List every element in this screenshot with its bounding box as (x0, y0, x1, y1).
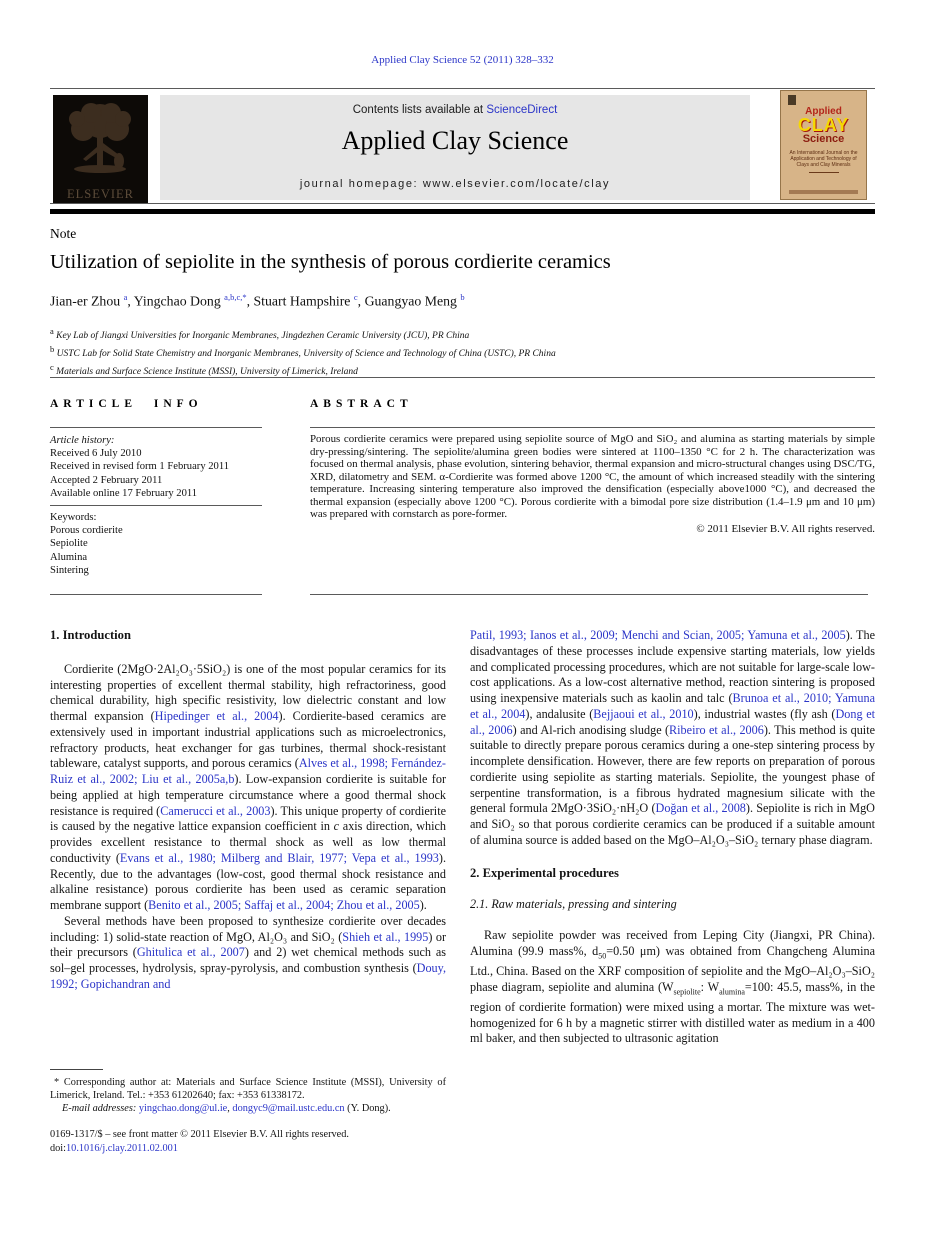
abstract-heading: ABSTRACT (310, 398, 413, 410)
inline-link[interactable]: a,b,c,* (224, 292, 247, 302)
text-segment: 50 (598, 951, 607, 961)
author-line (50, 292, 860, 310)
inline-link[interactable]: Dong et al., 2006 (470, 706, 876, 737)
text-segment: , Stuart Hampshire (246, 293, 354, 309)
text-segment: Key Lab of Jiangxi Universities for Inorganic Membranes, Jingdezhen Ceramic University (JCU), PR China (53, 331, 470, 342)
paragraph (470, 628, 875, 849)
text-segment: c (50, 362, 54, 373)
text-segment: , (227, 1102, 233, 1114)
body-column-right (470, 628, 875, 1047)
inline-link[interactable]: Ribeiro et al., 2006 (669, 722, 764, 737)
text-segment: =0.50 μm) was obtained from Changcheng Alumina Ltd., China. Based on the XRF composition of sepiolite and the MgO–Al₂O₃–SiO₂ phase diagram, sepiolite and alumina (W (470, 943, 875, 994)
corresponding-author-note (50, 1077, 446, 1103)
journal-cover-thumbnail[interactable] (780, 90, 867, 200)
text-segment: ). This method is quite suitable to directly prepare porous ceramics during a one-step sintering process by incomplete densification. However, there are few reports on preparation of porous cordierite using sepiolite as starting materials. Sepiolite, the youngest phase of serpentine transformation, is a fibrous hydrated magnesium silicate with the general formula 2MgO·3SiO₂·nH₂O ( (470, 722, 875, 816)
elsevier-logo-text: ELSEVIER (66, 187, 135, 201)
abstract-body (310, 433, 875, 535)
inline-link[interactable]: Camerucci et al., 2003 (160, 803, 271, 818)
copyright-line: © 2011 Elsevier B.V. All rights reserved. (696, 522, 875, 535)
inline-link[interactable]: Ghitulica et al., 2007 (136, 945, 245, 960)
inline-link[interactable]: yingchao.dong@ul.ie (138, 1102, 228, 1114)
elsevier-tree-icon (53, 95, 148, 185)
keywords-top-rule (50, 505, 262, 506)
text-segment: , Yingchao Dong (127, 293, 225, 309)
cover-word-clay: CLAY (797, 115, 850, 135)
footnote-block (50, 1069, 446, 1116)
text-segment: ). This unique property of cordierite is caused by the negative lattice expansion coefficient in (50, 803, 446, 834)
article-type-label: Note (50, 226, 77, 241)
text-segment: E-mail addresses: (62, 1102, 139, 1114)
text-segment: Raw sepiolite powder was received from Leping City (Jiangxi, PR China). Alumina (99.9 mass%, d (470, 928, 875, 958)
homepage-url-link[interactable]: www.elsevier.com/locate/clay (422, 178, 611, 190)
imprint-block (50, 1128, 446, 1155)
email-addresses-line (50, 1103, 446, 1116)
inline-link[interactable]: Doğan et al., 2008 (655, 801, 746, 816)
cover-caption: An International Journal on the Application and Technology of Clays and Clay Minerals (789, 150, 858, 168)
text-segment: a (50, 326, 54, 336)
info-block-top-rule (50, 377, 875, 378)
inline-link[interactable]: Evans et al., 1980; Milberg and Blair, 1977; Vepa et al., 1993 (119, 850, 439, 865)
article-info-bottom-rule (50, 594, 262, 595)
text-segment: alumina (719, 987, 745, 997)
inline-link[interactable]: c (353, 292, 358, 302)
text-segment: c (333, 819, 340, 834)
inline-link[interactable]: Douy, 1992; Gopichandran and (50, 961, 446, 991)
history-line: Received 6 July 2010 (50, 448, 142, 460)
affiliations (50, 325, 860, 379)
text-segment: ), andalusite ( (525, 706, 594, 721)
abstract-bottom-rule (310, 594, 868, 595)
elsevier-logo (53, 95, 148, 203)
text-segment: ), industrial wastes (fly ash ( (693, 706, 836, 721)
text-segment: ). Recently, due to the advantages (low-cost, good thermal shock resistance and alkaline resistance) porous cordierite has been used as ceramic separation membrane support ( (50, 850, 447, 912)
subsection-heading-raw-materials: 2.1. Raw materials, pressing and sintering (470, 897, 677, 912)
cover-word-science: Science (802, 133, 845, 145)
paragraph (50, 914, 446, 993)
inline-link[interactable]: Brunoa et al., 2010; Yamuna et al., 2004 (470, 691, 875, 721)
keywords-list (50, 511, 262, 577)
masthead-bottom-rule (50, 203, 875, 204)
inline-link[interactable]: Patil, 1993; Ianos et al., 2009; Menchi and Scian, 2005; Yamuna et al., 2005 (470, 628, 846, 642)
history-line: Received in revised form 1 February 2011 (50, 461, 230, 473)
text-segment: ). Sepiolite is rich in MgO and SiO₂ so that porous cordierite ceramics can be produced if a suitable amount of alumina source is added based on the MgO–Al₂O₃–SiO₂ ternary phase diagram. (470, 801, 875, 847)
section-heading-experimental: 2. Experimental procedures (470, 865, 619, 880)
text-segment: Several methods have been proposed to synthesize cordierite over decades including: 1) solid-state reaction of MgO, Al₂O₃ and SiO₂ ( (50, 913, 446, 944)
cover-divider (809, 172, 839, 178)
inline-link[interactable]: a (123, 292, 128, 302)
inline-link[interactable]: Shieh et al., 1995 (342, 929, 429, 944)
cover-word-applied: Applied (805, 106, 842, 117)
inline-link[interactable]: Benito et al., 2005; Saffaj et al., 2004; Zhou et al., 2005 (148, 898, 420, 912)
history-line: Available online 17 February 2011 (50, 487, 198, 499)
cover-emblem-icon (788, 95, 796, 105)
article-info-heading: ARTICLE INFO (50, 398, 203, 410)
journal-title: Applied Clay Science (341, 126, 569, 155)
text-segment: sepiolite (673, 987, 701, 997)
cover-footer-band (789, 190, 858, 194)
article-info-rule (50, 427, 262, 428)
text-segment: ) and Al-rich anodising sludge ( (512, 722, 670, 737)
abstract-text: Porous cordierite ceramics were prepared using sepiolite source of MgO and SiO₂ and alumina as starting materials by simple dry-pressing/sintering. The sepiolite/alumina green bodies were sintered at 1100–1350 °C for 2 h. The characterization was focused on thermal analysis, phase evolution, sintering behavior, thermal expansion and micro-structural changes using DSC/TG, XRD, dilatometry and SEM. α-Cordierite was formed above 1200 °C, the amount of which increased steadily with the sintering temperature. Increasing sintering temperature also improved the densification (especially above1000 °C), and decreased the thermal expansion (especially above 1200 °C). Porous cordierite with a bimodal pore size distribution (1.4–1.9 μm and 10 μm) was prepared with cornstarch as pore-former. (310, 433, 875, 521)
contents-prefix: Contents lists available at (352, 104, 487, 116)
inline-link[interactable]: b (460, 292, 465, 302)
text-segment: : W (700, 979, 720, 994)
history-label: Article history: (50, 435, 115, 446)
abstract-rule (310, 427, 875, 428)
affiliation-a (50, 325, 860, 343)
paragraph (50, 662, 446, 914)
keyword: Porous cordierite (50, 525, 123, 537)
inline-link[interactable]: Alves et al., 1998; Fernández-Ruiz et al., 2002; Liu et al., 2005a,b (50, 756, 446, 786)
keywords-label: Keywords: (50, 512, 97, 523)
paper-title: Utilization of sepiolite in the synthesis of porous cordierite ceramics (50, 251, 611, 273)
text-segment: axis direction, which provides excellent resistance to thermal shock as well as low thermal conductivity ( (50, 819, 446, 865)
masthead-top-rule (50, 88, 875, 89)
text-segment: ). Cordierite-based ceramics are extensively used in important industrial applications such as microelectronics, refractory products, heat exchanger for gas turbines, thermal shock-resistant tableware, catalyst supports, and porous ceramics ( (50, 709, 446, 771)
text-segment: Cordierite (2MgO·2Al₂O₃·5SiO₂) is one of the most popular ceramics for its interesting properties of excellent thermal stability, high refractoriness, good chemical durability, high specific resistivity, low dielectric constant and low thermal expansion ( (50, 661, 446, 723)
inline-link[interactable]: dongyc9@mail.ustc.edu.cn (232, 1102, 345, 1114)
text-segment: ). (419, 898, 427, 912)
footnote-rule (50, 1069, 103, 1070)
section-heading-introduction: 1. Introduction (50, 628, 131, 642)
text-segment: =100: 45.5, mass%, in the region of cordierite formation) were mixed using a mortar. The mixture was wet-homogenized for 6 h by a magnetic stirrer with distilled water as medium in a 400 ml baker, and then subjected to ultrasonic agitation (470, 979, 876, 1046)
text-segment: ) and 2) wet chemical methods such as sol–gel processes, hydrolysis, spray-pyrolysis, and combustion synthesis ( (50, 945, 447, 975)
text-segment: doi: (50, 1142, 67, 1154)
section-divider-bar (50, 209, 875, 214)
inline-link[interactable]: Bejjaoui et al., 2010 (593, 706, 694, 721)
text-segment: ). Low-expansion cordierite is suitable for being applied at high temperature circumstance where a good thermal shock resistance is required ( (50, 772, 447, 818)
homepage-line (160, 178, 750, 190)
keyword: Sintering (50, 564, 89, 576)
contents-line (160, 104, 750, 116)
article-history (50, 434, 262, 500)
sciencedirect-link[interactable]: ScienceDirect (486, 104, 558, 116)
text-segment: ). The disadvantages of these processes include expensive starting materials, low yields and complicated processing procedures, which are not suitable for large-scale low-cost applications. As a low-cost alternative method, reaction sintering is proposed using inexpensive materials such as kaolin and talc ( (470, 628, 875, 705)
homepage-prefix: journal homepage: (299, 178, 423, 190)
keyword: Sepiolite (50, 538, 88, 550)
affiliation-b (50, 343, 860, 361)
text-segment: USTC Lab for Solid State Chemistry and Inorganic Membranes, University of Science and Technology of China (USTC), PR China (54, 349, 556, 360)
doi-line (50, 1142, 446, 1156)
text-segment: ) or their precursors ( (50, 929, 447, 960)
body-column-left (50, 628, 446, 993)
issn-copyright-line: 0169-1317/$ – see front matter © 2011 Elsevier B.V. All rights reserved. (50, 1129, 349, 1140)
text-segment: Materials and Surface Science Institute (MSSI), University of Limerick, Ireland (53, 367, 358, 378)
text-segment: b (50, 344, 55, 355)
text-segment: , Guangyao Meng (357, 293, 461, 309)
running-head-citation: Applied Clay Science 52 (2011) 328–332 (371, 54, 554, 66)
keyword: Alumina (50, 551, 88, 563)
history-line: Accepted 2 February 2011 (50, 474, 163, 486)
text-segment: Jian-er Zhou (50, 293, 124, 309)
paragraph (470, 928, 875, 1047)
inline-link[interactable]: Hipedinger et al., 2004 (154, 709, 279, 723)
journal-masthead (160, 95, 750, 200)
inline-link[interactable]: 10.1016/j.clay.2011.02.001 (66, 1142, 178, 1154)
text-segment: * Corresponding author at: Materials and Surface Science Institute (MSSI), University of Limerick, Ireland. Tel.: +353 61202640; fax: +353 61338172. (50, 1077, 446, 1101)
text-segment: (Y. Dong). (344, 1102, 391, 1114)
